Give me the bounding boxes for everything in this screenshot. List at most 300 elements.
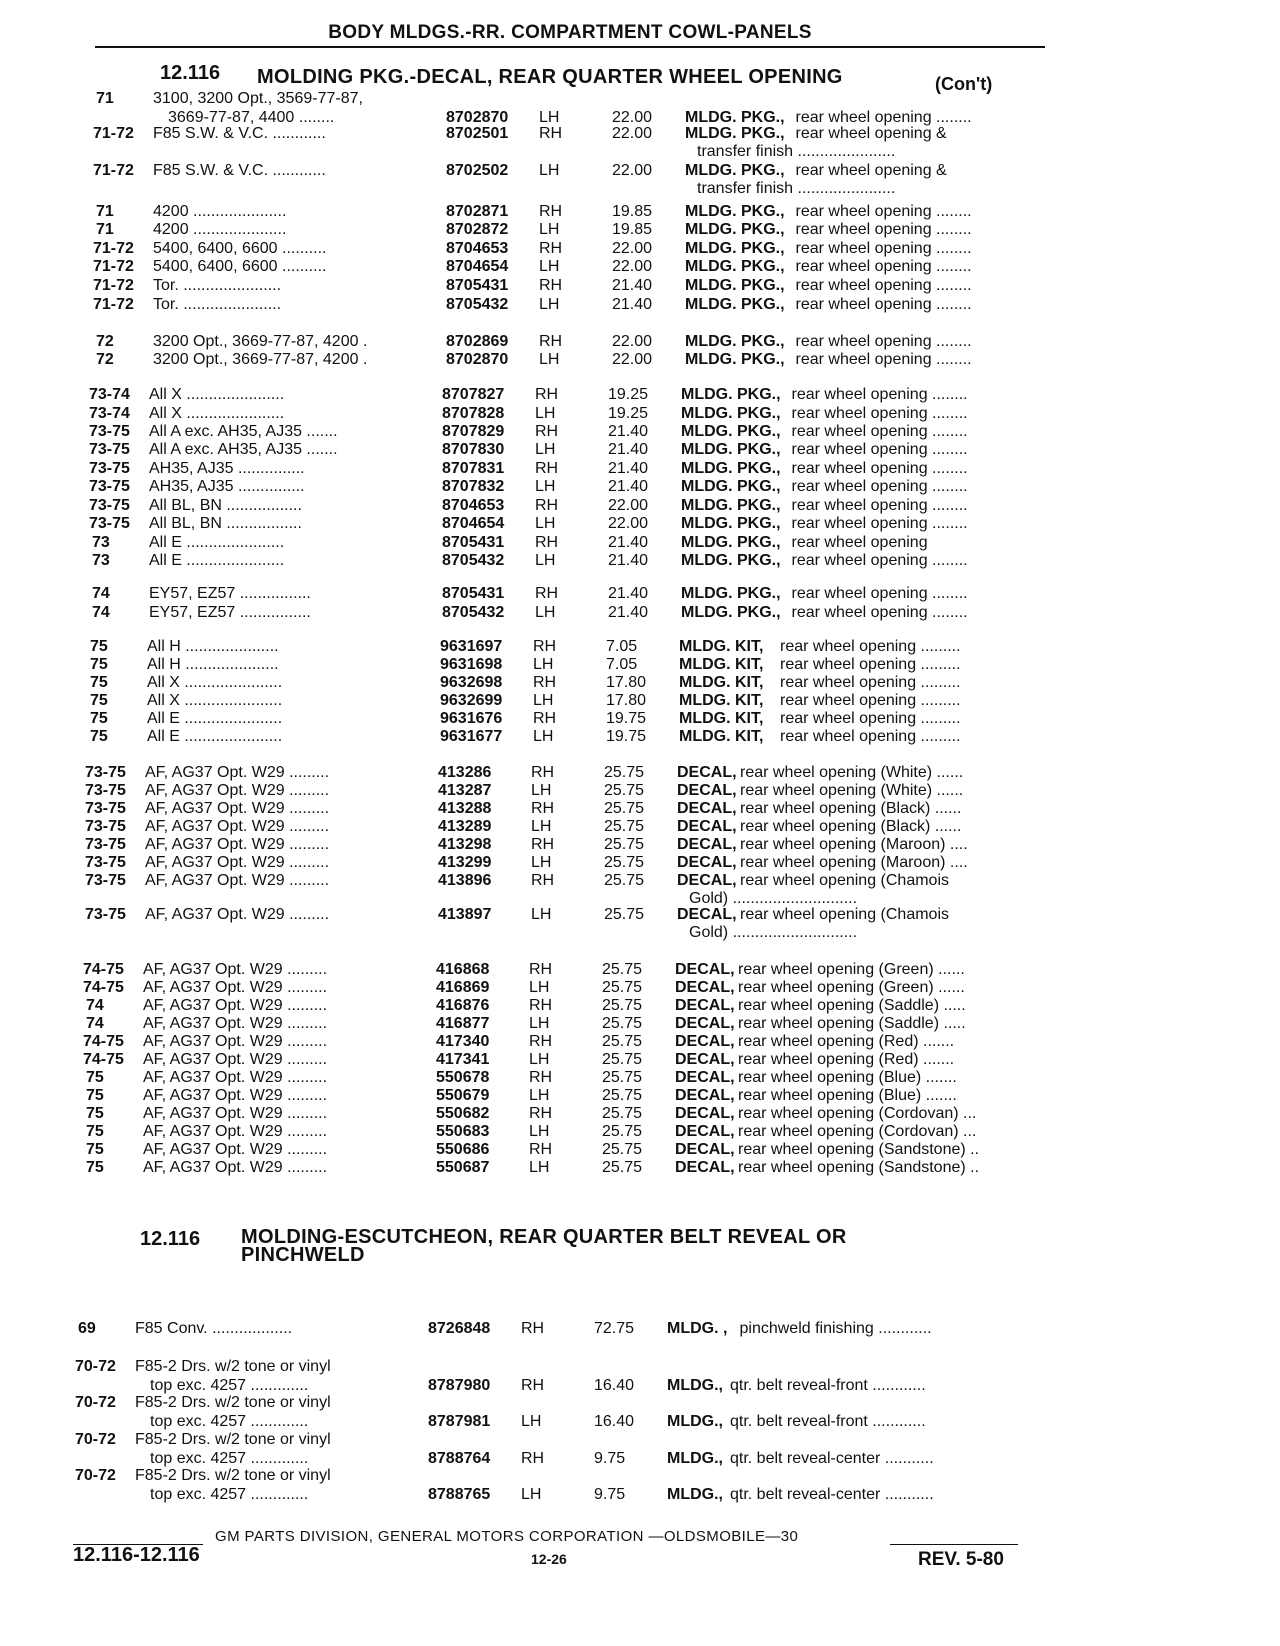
part-number: 8702502	[446, 162, 509, 179]
side-indicator: RH	[529, 1069, 553, 1086]
part-number: 8705432	[442, 552, 505, 569]
part-description: rear wheel opening (White) ......	[740, 782, 964, 799]
list-price: 19.75	[606, 710, 647, 727]
year-range: 73-75	[85, 764, 126, 781]
part-name: MLDG. PKG.,	[685, 258, 785, 275]
year-range: 74-75	[83, 979, 124, 996]
model-applicability: AF, AG37 Opt. W29 .........	[143, 1123, 328, 1140]
part-name: DECAL,	[677, 906, 737, 923]
list-price: 21.40	[608, 552, 649, 569]
model-applicability: AF, AG37 Opt. W29 .........	[143, 1033, 328, 1050]
model-applicability: All A exc. AH35, AJ35 .......	[149, 441, 338, 458]
year-range: 71	[96, 90, 114, 107]
part-number: 8707831	[442, 460, 505, 477]
model-applicability: AF, AG37 Opt. W29 .........	[143, 1141, 328, 1158]
list-price: 19.85	[612, 203, 653, 220]
part-name: MLDG. PKG.,	[685, 351, 785, 368]
part-number: 8705431	[446, 277, 509, 294]
side-indicator: LH	[539, 109, 560, 126]
list-price: 9.75	[594, 1486, 626, 1503]
year-range: 75	[90, 692, 108, 709]
part-name: MLDG. PKG.,	[685, 109, 785, 126]
list-price: 22.00	[608, 515, 649, 532]
part-name: MLDG. KIT,	[679, 656, 764, 673]
part-number: 413299	[438, 854, 492, 871]
part-description-cont: Gold) ............................	[689, 924, 858, 941]
side-indicator: RH	[539, 277, 563, 294]
model-applicability: All X ......................	[147, 674, 283, 691]
year-range: 74	[92, 585, 110, 602]
part-description: rear wheel opening (Sandstone) ..	[738, 1159, 980, 1176]
part-name: MLDG.,	[667, 1450, 723, 1467]
year-range: 73-75	[89, 423, 130, 440]
section-title-2-line2: PINCHWELD	[241, 1244, 365, 1266]
part-description: rear wheel opening .........	[780, 674, 961, 691]
list-price: 16.40	[594, 1413, 635, 1430]
list-price: 25.75	[604, 800, 645, 817]
year-range: 75	[86, 1087, 104, 1104]
side-indicator: RH	[535, 460, 559, 477]
part-name: MLDG. ,	[667, 1320, 728, 1337]
model-applicability: AF, AG37 Opt. W29 .........	[145, 854, 330, 871]
part-description: rear wheel opening (Cordovan) ...	[738, 1105, 977, 1122]
model-applicability: All E ......................	[147, 710, 283, 727]
year-range: 74-75	[83, 1033, 124, 1050]
list-price: 9.75	[594, 1450, 626, 1467]
part-number: 8707832	[442, 478, 505, 495]
part-description: rear wheel opening ........	[791, 552, 968, 569]
list-price: 17.80	[606, 692, 647, 709]
year-range: 70-72	[75, 1358, 116, 1375]
part-name: MLDG. PKG.,	[681, 423, 781, 440]
part-number: 8702871	[446, 203, 509, 220]
side-indicator: RH	[531, 800, 555, 817]
part-name: MLDG. KIT,	[679, 638, 764, 655]
year-range: 73-75	[85, 906, 126, 923]
part-number: 8705431	[442, 585, 505, 602]
part-number: 417341	[436, 1051, 490, 1068]
side-indicator: RH	[535, 386, 559, 403]
side-indicator: RH	[529, 961, 553, 978]
section-number: 12.116	[160, 62, 221, 84]
model-applicability: All BL, BN .................	[149, 497, 302, 514]
year-range: 71-72	[93, 125, 134, 142]
part-number: 8707827	[442, 386, 505, 403]
side-indicator: LH	[533, 692, 554, 709]
part-name: MLDG. PKG.,	[681, 460, 781, 477]
year-range: 73-75	[85, 872, 126, 889]
part-number: 9632699	[440, 692, 503, 709]
model-applicability: F85-2 Drs. w/2 tone or vinyl	[135, 1467, 331, 1484]
part-number: 8704654	[442, 515, 505, 532]
list-price: 22.00	[612, 258, 653, 275]
part-name: DECAL,	[677, 836, 737, 853]
part-name: MLDG. PKG.,	[685, 333, 785, 350]
part-number: 8705432	[446, 296, 509, 313]
list-price: 16.40	[594, 1377, 635, 1394]
list-price: 25.75	[602, 1051, 643, 1068]
list-price: 25.75	[604, 872, 645, 889]
part-description: rear wheel opening (Blue) .......	[738, 1069, 957, 1086]
footer-revision: REV. 5-80	[918, 1549, 1004, 1570]
model-applicability: AF, AG37 Opt. W29 .........	[145, 906, 330, 923]
year-range: 71-72	[93, 296, 134, 313]
year-range: 73-75	[85, 818, 126, 835]
part-description: rear wheel opening ........	[795, 221, 972, 238]
list-price: 22.00	[612, 162, 653, 179]
model-applicability: AF, AG37 Opt. W29 .........	[143, 961, 328, 978]
part-description: rear wheel opening ........	[791, 441, 968, 458]
part-number: 413286	[438, 764, 492, 781]
year-range: 75	[90, 710, 108, 727]
model-applicability-cont: top exc. 4257 .............	[150, 1486, 309, 1503]
model-applicability: All A exc. AH35, AJ35 .......	[149, 423, 338, 440]
side-indicator: RH	[539, 203, 563, 220]
part-name: DECAL,	[675, 1051, 735, 1068]
part-name: DECAL,	[675, 961, 735, 978]
part-name: DECAL,	[677, 800, 737, 817]
part-number: 413896	[438, 872, 492, 889]
part-name: MLDG. PKG.,	[681, 534, 781, 551]
model-applicability: 3100, 3200 Opt., 3569-77-87,	[153, 90, 363, 107]
side-indicator: LH	[533, 656, 554, 673]
model-applicability: EY57, EZ57 ................	[149, 585, 311, 602]
side-indicator: RH	[533, 710, 557, 727]
model-applicability: AH35, AJ35 ...............	[149, 460, 305, 477]
part-description: rear wheel opening (Black) ......	[740, 800, 962, 817]
part-number: 8702872	[446, 221, 509, 238]
part-description: rear wheel opening ........	[791, 604, 968, 621]
year-range: 71-72	[93, 277, 134, 294]
part-description: rear wheel opening (Blue) .......	[738, 1087, 957, 1104]
part-number: 413288	[438, 800, 492, 817]
model-applicability-cont: top exc. 4257 .............	[150, 1413, 309, 1430]
part-name: MLDG. PKG.,	[685, 162, 785, 179]
part-name: MLDG.,	[667, 1486, 723, 1503]
part-name: DECAL,	[677, 782, 737, 799]
side-indicator: RH	[531, 764, 555, 781]
side-indicator: LH	[539, 258, 560, 275]
model-applicability: 3200 Opt., 3669-77-87, 4200 .	[153, 351, 368, 368]
part-number: 9632698	[440, 674, 503, 691]
year-range: 75	[86, 1123, 104, 1140]
model-applicability: AF, AG37 Opt. W29 .........	[145, 764, 330, 781]
part-number: 8704653	[442, 497, 505, 514]
part-name: DECAL,	[675, 1159, 735, 1176]
part-name: MLDG. PKG.,	[685, 296, 785, 313]
side-indicator: LH	[535, 604, 556, 621]
year-range: 73-75	[85, 800, 126, 817]
part-name: MLDG. PKG.,	[685, 277, 785, 294]
part-number: 8702870	[446, 351, 509, 368]
part-description: rear wheel opening (Sandstone) ..	[738, 1141, 980, 1158]
part-number: 8788764	[428, 1450, 491, 1467]
list-price: 25.75	[602, 1159, 643, 1176]
list-price: 7.05	[606, 638, 638, 655]
list-price: 25.75	[602, 1123, 643, 1140]
part-number: 8707828	[442, 405, 505, 422]
part-name: DECAL,	[675, 1141, 735, 1158]
side-indicator: LH	[531, 906, 552, 923]
side-indicator: LH	[531, 818, 552, 835]
side-indicator: LH	[529, 1123, 550, 1140]
part-description: qtr. belt reveal-center ...........	[730, 1486, 934, 1503]
side-indicator: RH	[533, 638, 557, 655]
part-number: 413897	[438, 906, 492, 923]
part-number: 8702501	[446, 125, 509, 142]
list-price: 25.75	[604, 906, 645, 923]
part-description: rear wheel opening ........	[791, 405, 968, 422]
list-price: 25.75	[604, 836, 645, 853]
model-applicability: F85-2 Drs. w/2 tone or vinyl	[135, 1358, 331, 1375]
part-name: MLDG. PKG.,	[681, 585, 781, 602]
list-price: 19.25	[608, 386, 649, 403]
model-applicability: AF, AG37 Opt. W29 .........	[143, 997, 328, 1014]
side-indicator: RH	[533, 674, 557, 691]
part-number: 9631697	[440, 638, 503, 655]
part-description: rear wheel opening .........	[780, 656, 961, 673]
model-applicability: AF, AG37 Opt. W29 .........	[145, 800, 330, 817]
part-name: MLDG. PKG.,	[685, 221, 785, 238]
page-header-title: BODY MLDGS.-RR. COMPARTMENT COWL-PANELS	[328, 22, 812, 43]
year-range: 72	[96, 351, 114, 368]
list-price: 21.40	[608, 604, 649, 621]
model-applicability: All X ......................	[149, 386, 285, 403]
part-name: MLDG. KIT,	[679, 728, 764, 745]
side-indicator: RH	[531, 872, 555, 889]
part-description: rear wheel opening ........	[791, 585, 968, 602]
part-description: rear wheel opening .........	[780, 638, 961, 655]
model-applicability: AF, AG37 Opt. W29 .........	[145, 872, 330, 889]
part-name: DECAL,	[675, 1105, 735, 1122]
year-range: 75	[90, 656, 108, 673]
side-indicator: RH	[539, 333, 563, 350]
part-description: rear wheel opening (Red) .......	[738, 1051, 955, 1068]
side-indicator: LH	[535, 478, 556, 495]
model-applicability: Tor. ......................	[153, 296, 282, 313]
side-indicator: RH	[535, 497, 559, 514]
part-name: DECAL,	[677, 818, 737, 835]
list-price: 21.40	[608, 423, 649, 440]
model-applicability: AF, AG37 Opt. W29 .........	[145, 836, 330, 853]
part-number: 550679	[436, 1087, 490, 1104]
part-description: rear wheel opening ........	[795, 296, 972, 313]
side-indicator: RH	[529, 1141, 553, 1158]
side-indicator: RH	[529, 1033, 553, 1050]
part-description: qtr. belt reveal-front ............	[730, 1377, 926, 1394]
model-applicability-cont: top exc. 4257 .............	[150, 1450, 309, 1467]
part-name: MLDG. PKG.,	[685, 125, 785, 142]
year-range: 71	[96, 203, 114, 220]
side-indicator: LH	[539, 221, 560, 238]
model-applicability: All X ......................	[147, 692, 283, 709]
part-name: MLDG. PKG.,	[681, 441, 781, 458]
year-range: 74	[86, 997, 104, 1014]
side-indicator: LH	[533, 728, 554, 745]
side-indicator: LH	[535, 441, 556, 458]
part-description: rear wheel opening ........	[795, 203, 972, 220]
model-applicability: All E ......................	[147, 728, 283, 745]
model-applicability: All H .....................	[147, 638, 279, 655]
year-range: 73	[92, 534, 110, 551]
part-description: rear wheel opening ........	[795, 109, 972, 126]
part-number: 550683	[436, 1123, 490, 1140]
year-range: 70-72	[75, 1394, 116, 1411]
part-name: MLDG. PKG.,	[681, 552, 781, 569]
list-price: 22.00	[612, 351, 653, 368]
footer-publisher: GM PARTS DIVISION, GENERAL MOTORS CORPORATION —OLDSMOBILE—30	[215, 1528, 799, 1545]
year-range: 75	[90, 638, 108, 655]
model-applicability: F85-2 Drs. w/2 tone or vinyl	[135, 1394, 331, 1411]
year-range: 70-72	[75, 1431, 116, 1448]
model-applicability: 3200 Opt., 3669-77-87, 4200 .	[153, 333, 368, 350]
footer-rule-right	[890, 1544, 1018, 1545]
year-range: 73-75	[89, 478, 130, 495]
model-applicability: 5400, 6400, 6600 ..........	[153, 240, 327, 257]
model-applicability: 4200 .....................	[153, 203, 287, 220]
part-name: DECAL,	[677, 764, 737, 781]
side-indicator: RH	[539, 125, 563, 142]
list-price: 72.75	[594, 1320, 635, 1337]
part-number: 9631677	[440, 728, 503, 745]
part-name: DECAL,	[677, 872, 737, 889]
header-rule	[95, 46, 1045, 48]
part-description: rear wheel opening (Green) ......	[738, 979, 965, 996]
list-price: 25.75	[602, 997, 643, 1014]
part-number: 413298	[438, 836, 492, 853]
side-indicator: LH	[539, 296, 560, 313]
part-name: DECAL,	[675, 997, 735, 1014]
part-description-cont: transfer finish ......................	[697, 143, 896, 160]
year-range: 73-75	[85, 854, 126, 871]
list-price: 21.40	[608, 585, 649, 602]
part-description: rear wheel opening .........	[780, 710, 961, 727]
part-name: MLDG. PKG.,	[681, 515, 781, 532]
year-range: 71-72	[93, 162, 134, 179]
part-description: rear wheel opening ........	[791, 478, 968, 495]
part-description-cont: transfer finish ......................	[697, 180, 896, 197]
list-price: 21.40	[612, 296, 653, 313]
side-indicator: RH	[535, 423, 559, 440]
part-name: DECAL,	[675, 979, 735, 996]
year-range: 73	[92, 552, 110, 569]
part-description: pinchweld finishing ............	[739, 1320, 932, 1337]
part-description: rear wheel opening (Green) ......	[738, 961, 965, 978]
year-range: 75	[86, 1159, 104, 1176]
model-applicability: AF, AG37 Opt. W29 .........	[143, 1087, 328, 1104]
part-description: rear wheel opening ........	[795, 258, 972, 275]
year-range: 75	[90, 674, 108, 691]
part-description: rear wheel opening &	[795, 162, 947, 179]
side-indicator: LH	[529, 1159, 550, 1176]
part-description-cont: Gold) ............................	[689, 890, 858, 907]
model-applicability: AF, AG37 Opt. W29 .........	[143, 1159, 328, 1176]
part-description: rear wheel opening .........	[780, 728, 961, 745]
part-name: MLDG. PKG.,	[685, 203, 785, 220]
model-applicability: AF, AG37 Opt. W29 .........	[145, 782, 330, 799]
list-price: 19.25	[608, 405, 649, 422]
side-indicator: LH	[529, 1051, 550, 1068]
list-price: 7.05	[606, 656, 638, 673]
side-indicator: LH	[539, 351, 560, 368]
year-range: 75	[86, 1069, 104, 1086]
year-range: 73-75	[89, 441, 130, 458]
part-number: 413289	[438, 818, 492, 835]
list-price: 22.00	[612, 333, 653, 350]
part-name: MLDG.,	[667, 1377, 723, 1394]
list-price: 25.75	[602, 979, 643, 996]
list-price: 21.40	[612, 277, 653, 294]
model-applicability: Tor. ......................	[153, 277, 282, 294]
list-price: 21.40	[608, 534, 649, 551]
model-applicability: AH35, AJ35 ...............	[149, 478, 305, 495]
model-applicability: F85 S.W. & V.C. ............	[153, 125, 326, 142]
part-name: MLDG. PKG.,	[681, 604, 781, 621]
part-description: rear wheel opening .........	[780, 692, 961, 709]
part-number: 8704654	[446, 258, 509, 275]
year-range: 73-75	[85, 782, 126, 799]
part-number: 8787981	[428, 1413, 491, 1430]
part-number: 550678	[436, 1069, 490, 1086]
side-indicator: LH	[535, 515, 556, 532]
side-indicator: LH	[535, 405, 556, 422]
model-applicability: All E ......................	[149, 534, 285, 551]
side-indicator: RH	[521, 1320, 545, 1337]
year-range: 74-75	[83, 1051, 124, 1068]
list-price: 17.80	[606, 674, 647, 691]
part-number: 416877	[436, 1015, 490, 1032]
list-price: 25.75	[602, 1015, 643, 1032]
part-description: rear wheel opening (Chamois	[740, 906, 949, 923]
part-name: DECAL,	[675, 1123, 735, 1140]
side-indicator: LH	[531, 854, 552, 871]
model-applicability: F85-2 Drs. w/2 tone or vinyl	[135, 1431, 331, 1448]
part-name: MLDG. PKG.,	[681, 405, 781, 422]
side-indicator: LH	[529, 979, 550, 996]
part-description: rear wheel opening ........	[791, 460, 968, 477]
model-applicability: AF, AG37 Opt. W29 .........	[143, 979, 328, 996]
part-description: rear wheel opening (Saddle) .....	[738, 997, 966, 1014]
part-number: 550682	[436, 1105, 490, 1122]
year-range: 71-72	[93, 240, 134, 257]
part-description: rear wheel opening ........	[791, 386, 968, 403]
model-applicability: All H .....................	[147, 656, 279, 673]
part-number: 416869	[436, 979, 490, 996]
part-description: rear wheel opening ........	[791, 423, 968, 440]
section-title-2-line1: MOLDING-ESCUTCHEON, REAR QUARTER BELT REVEAL OR	[241, 1226, 847, 1248]
year-range: 73-75	[85, 836, 126, 853]
list-price: 22.00	[612, 109, 653, 126]
list-price: 19.85	[612, 221, 653, 238]
part-description: rear wheel opening ........	[795, 351, 972, 368]
list-price: 22.00	[608, 497, 649, 514]
part-name: MLDG. PKG.,	[681, 478, 781, 495]
side-indicator: RH	[529, 1105, 553, 1122]
part-description: rear wheel opening ........	[795, 333, 972, 350]
side-indicator: LH	[539, 162, 560, 179]
model-applicability: F85 S.W. & V.C. ............	[153, 162, 326, 179]
list-price: 25.75	[602, 1141, 643, 1158]
part-number: 8702869	[446, 333, 509, 350]
part-name: DECAL,	[675, 1033, 735, 1050]
footer-page-number: 12-26	[531, 1551, 567, 1567]
model-applicability: F85 Conv. ..................	[135, 1320, 293, 1337]
side-indicator: LH	[531, 782, 552, 799]
model-applicability: AF, AG37 Opt. W29 .........	[145, 818, 330, 835]
model-applicability-cont: top exc. 4257 .............	[150, 1377, 309, 1394]
section-number-2: 12.116	[140, 1228, 201, 1250]
side-indicator: RH	[535, 534, 559, 551]
